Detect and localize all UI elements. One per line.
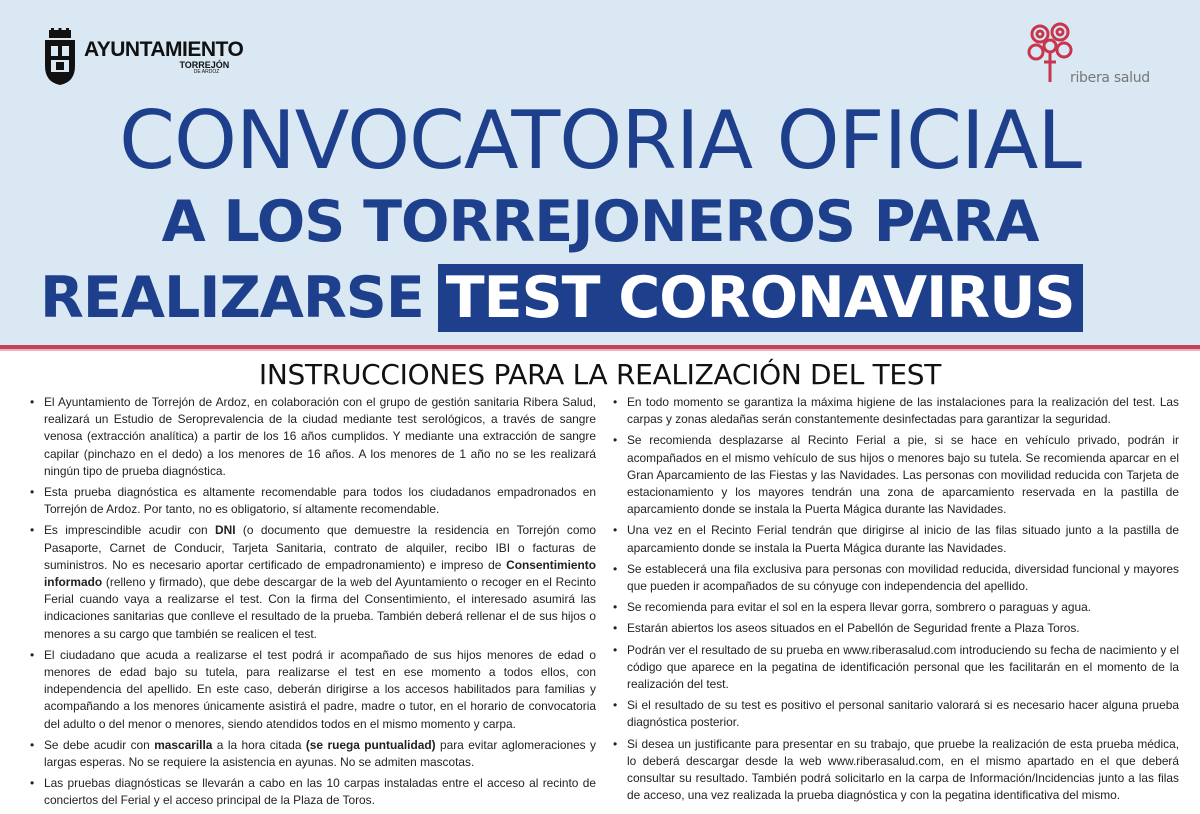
instructions-list-right [611,394,1179,804]
instruction-item [611,522,1179,556]
instruction-text: Si desea un justificante para presentar en su trabajo, que pruebe la realización de esta prueba médica, lo deberá descargar desde la web www.riberasalud.com, en el mismo apartado en el que deberá consultar su resultado. También podrá solicitarlo en la carpa de Información/Incidencias junto a las filas de acceso, una vez realizada la prueba diagnóstica y con la pegatina identificativa del mismo. [627,736,1179,803]
instruction-item [28,394,596,480]
instruction-text: Podrán ver el resultado de su prueba en www.riberasalud.com introduciendo su fecha de nacimiento y el código que aparece en la pegatina de identificación personal que les facilitarán en el momento de la realización del test. [627,642,1179,692]
logo-title: AYUNTAMIENTO [84,38,244,61]
instruction-text: Una vez en el Recinto Ferial tendrán que dirigirse al inicio de las filas situado junto a la pastilla de aparcamiento donde se instala la Puerta Mágica durante las Navidades. [627,523,1179,555]
instructions-list-left [28,394,596,810]
instruction-text: Se debe acudir con [44,737,155,752]
instruction-text: Se establecerá una fila exclusiva para personas con movilidad reducida, diversidad funcional y mayores que pueden ir acompañados de su cónyuge con independencia del apellido. [627,561,1179,594]
instruction-item [611,432,1179,518]
instruction-text: El Ayuntamiento de Torrejón de Ardoz, en colaboración con el grupo de gestión sanitaria Ribera Salud, realizará un Estudio de Seroprevalencia de la ciudad mediante test serológicos, a través de sangre venosa (extracción analítica) a partir de los 16 años cumplidos. Y mediante una extracción de sangre capilar (pinchazo en el dedo) a los menores de 16 años. A los menores de 1 año no se les realizará ningún tipo de prueba diagnóstica. [44,395,596,478]
instruction-item [28,737,596,771]
instruction-emphasis: mascarilla [154,737,213,752]
instruction-text: para evitar aglomeraciones y largas esperas. No se requiere la asistencia en ayunas. No se admiten mascotas. [44,737,596,770]
title-line-3 [40,262,1083,334]
instruction-text: Estarán abiertos los aseos situados en el Pabellón de Seguridad frente a Plaza Toros. [627,621,1080,636]
instructions-right-column [611,394,1179,808]
instruction-text: El ciudadano que acuda a realizarse el test podrá ir acompañado de sus hijos menores de edad o menores de edad bajo su tutela, para realizarse el test en ese momento a todos ellos, con independencia del apellido. En este caso, deberán dirigirse a los accesos habilitados para familias y acompañando a los menores únicamente asistirá el padre, madre o tutor, en el horario de convocatoria del adulto o del menor o menores, siendo atendidos todos en el mismo momento y carpa. [44,647,596,731]
instruction-emphasis: Consentimiento informado [44,557,596,590]
instruction-text: (relleno y firmado), que debe descargar de la web del Ayuntamiento o recoger en el Recinto Ferial cuando vaya a realizarse el test. Con la firma del Consentimiento, el interesado asumirá las indicaciones sanitarias que conlleve el resultado de la prueba. También deberá rellenar el de sus hijos o menores a su cargo que también se realicen el test. [44,575,596,641]
instruction-emphasis: DNI [215,523,236,538]
instruction-item [611,599,1179,616]
logo-subtitle: TORREJÓN [179,60,230,70]
instruction-text: Es imprescindible acudir con [44,523,216,538]
poster-header [0,0,1200,345]
ayuntamiento-logo [42,26,243,88]
instruction-text: Esta prueba diagnóstica es altamente recomendable para todos los ciudadanos empadronados en Torrejón de Ardoz. Por tanto, no es obligatorio, sí altamente recomendable. [44,485,596,517]
title-line-1: CONVOCATORIA OFICIAL [119,94,1081,187]
tree-icon [1026,22,1076,84]
ribera-salud-logo [1022,22,1152,92]
instruction-item [28,522,596,642]
title-highlight: TEST CORONAVIRUS [438,264,1083,332]
instruction-text: Si el resultado de su test es positivo el personal sanitario valorará si es necesario hacer alguna prueba diagnóstica posterior. [627,698,1179,730]
instruction-emphasis: (se ruega puntualidad) [305,737,436,752]
instruction-text: (o documento que demuestre la residencia en Torrejón como Pasaporte, Carnet de Conducir, Tarjeta Sanitaria, contrato de alquiler, recibo IBI o facturas de suministros. No es necesario aportar certificado de empadronamiento) e impreso de [44,523,597,572]
divider-rule-light [0,349,1200,351]
instruction-item [28,484,596,518]
title-line-3-plain: REALIZARSE [40,265,424,331]
instruction-text: Se recomienda desplazarse al Recinto Ferial a pie, si se hace en vehículo privado, podrán ir acompañados en el mismo vehículo de sus hijos o menores bajo su tutela. Se recomienda aparcar en el Gran Aparcamiento de las Fiestas y las Navidades. Las personas con movilidad reducida con Tarjeta de estacionamiento y los mayores tendrán una zona de aparcamiento reservada en la pastilla de aparcamiento donde se instala la Puerta Mágica durante las Navidades. [627,433,1179,517]
instruction-item [611,697,1179,731]
instruction-item [611,642,1179,694]
instruction-item [28,775,596,809]
instruction-text: Las pruebas diagnósticas se llevarán a cabo en las 10 carpas instaladas entre el acceso al recinto de conciertos del Ferial y el acceso principal de la Plaza de Toros. [44,776,596,808]
title-line-2: A LOS TORREJONEROS PARA [161,189,1039,255]
section-title: INSTRUCCIONES PARA LA REALIZACIÓN DEL TEST [258,358,942,391]
instruction-item [611,561,1179,595]
logo-subtitle-small: DE ARDOZ [193,69,220,75]
instruction-item [611,736,1179,805]
ribera-logo-text: ribera salud [1070,70,1150,86]
instructions-left-column [28,394,596,814]
instruction-text: a la hora citada [212,737,306,752]
instruction-item [611,394,1179,428]
instruction-item [611,620,1179,637]
instruction-text: Se recomienda para evitar el sol en la espera llevar gorra, sombrero o paraguas y agua. [627,600,1091,615]
instruction-text: En todo momento se garantiza la máxima higiene de las instalaciones para la realización del test. Las carpas y zonas aledañas serán constantemente desinfectadas para garantizar la seguridad. [627,395,1179,427]
instruction-item [28,647,596,733]
crest-icon [42,28,78,86]
